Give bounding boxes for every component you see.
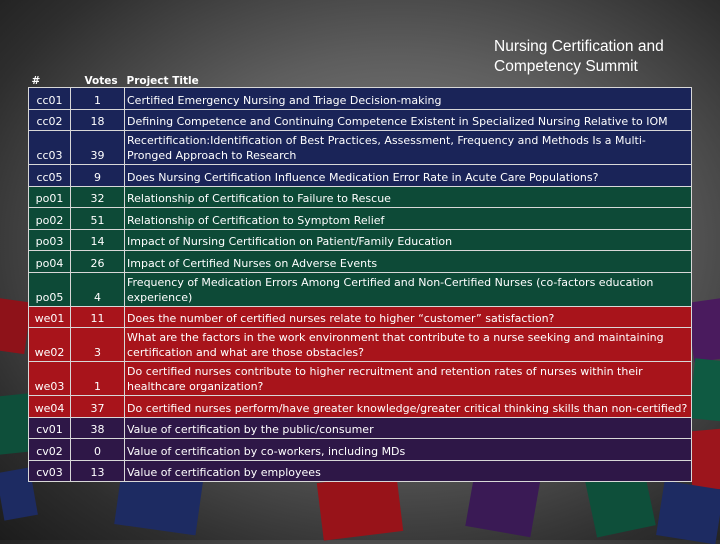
cell-votes: 38 [71,417,125,439]
cell-votes: 4 [71,272,125,306]
cell-title: Relationship of Certification to Failure to Rescue [125,186,692,208]
cell-title: Value of certification by the public/consumer [125,417,692,439]
cell-code: po05 [29,272,71,306]
cell-votes: 37 [71,396,125,418]
table-row [29,362,692,396]
cell-code: po02 [29,208,71,230]
cell-title: Do certified nurses perform/have greater knowledge/greater critical thinking skills than non-certified? [125,396,692,418]
header-project-title: Project Title [126,75,199,87]
table-row [29,165,692,187]
cell-code: we01 [29,306,71,328]
cell-votes: 11 [71,306,125,328]
cell-title: Does Nursing Certification Influence Medication Error Rate in Acute Care Populations? [125,165,692,187]
table-row [29,460,692,482]
cell-code: we04 [29,396,71,418]
cell-title: What are the factors in the work environment that contribute to a nurse seeking and maintaining certification and what are those obstacles? [125,328,692,362]
decor-square-green-right [689,358,720,421]
table-row [29,131,692,165]
cell-votes: 9 [71,165,125,187]
cell-title: Value of certification by employees [125,460,692,482]
cell-code: cv03 [29,460,71,482]
cell-code: po01 [29,186,71,208]
cell-code: cv02 [29,439,71,461]
table-row [29,396,692,418]
cell-title: Value of certification by co-workers, including MDs [125,439,692,461]
decor-square-red-bottom [317,473,403,540]
cell-votes: 14 [71,229,125,251]
cell-votes: 51 [71,208,125,230]
header-votes: Votes [84,75,118,87]
cell-code: cv01 [29,417,71,439]
cell-votes: 39 [71,131,125,165]
cell-votes: 3 [71,328,125,362]
table-row [29,88,692,110]
cell-title: Impact of Nursing Certification on Patient/Family Education [125,229,692,251]
decor-square-red-left [0,298,31,354]
table-row [29,417,692,439]
slide-title: Nursing Certification and Competency Summit [494,38,664,75]
table-row [29,229,692,251]
table-row [29,109,692,131]
cell-title: Do certified nurses contribute to higher recruitment and retention rates of nurses within their healthcare organization? [125,362,692,396]
table-row [29,439,692,461]
cell-title: Impact of Certified Nurses on Adverse Events [125,251,692,273]
decor-square-navy-right [656,481,720,544]
table-header-row [29,68,692,88]
cell-votes: 26 [71,251,125,273]
cell-code: we02 [29,328,71,362]
cell-code: cc03 [29,131,71,165]
cell-votes: 0 [71,439,125,461]
table-row [29,328,692,362]
table-row [29,272,692,306]
cell-title: Recertification:Identification of Best Practices, Assessment, Frequency and Methods Is a Multi-Pronged Approach to Research [125,131,692,165]
cell-votes: 32 [71,186,125,208]
cell-title: Does the number of certified nurses relate to higher “customer” satisfaction? [125,306,692,328]
decor-square-red-right [687,429,720,492]
cell-code: cc05 [29,165,71,187]
table-row [29,208,692,230]
projects-table [28,68,692,482]
cell-title: Frequency of Medication Errors Among Certified and Non-Certified Nurses (co-factors education experience) [125,272,692,306]
cell-title: Certified Emergency Nursing and Triage Decision-making [125,88,692,110]
cell-code: we03 [29,362,71,396]
header-code: # [31,75,41,87]
cell-votes: 1 [71,88,125,110]
table-row [29,186,692,208]
cell-code: cc01 [29,88,71,110]
cell-title: Defining Competence and Continuing Competence Existent in Specialized Nursing Relative to IOM [125,109,692,131]
cell-votes: 13 [71,460,125,482]
cell-code: po03 [29,229,71,251]
cell-code: po04 [29,251,71,273]
cell-code: cc02 [29,109,71,131]
cell-votes: 1 [71,362,125,396]
cell-title: Relationship of Certification to Symptom Relief [125,208,692,230]
table-row [29,251,692,273]
table-row [29,306,692,328]
cell-votes: 18 [71,109,125,131]
